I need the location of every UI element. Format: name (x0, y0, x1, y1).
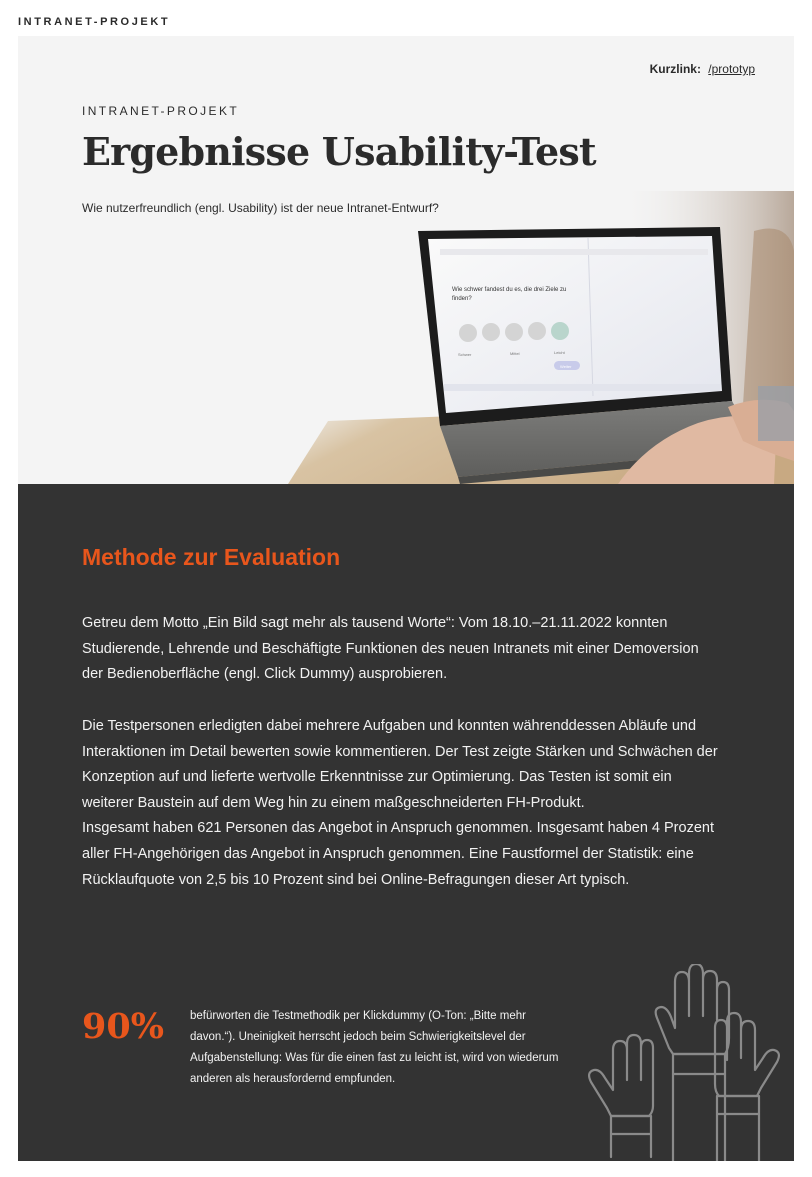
svg-text:Mittel: Mittel (510, 351, 520, 356)
method-section (18, 484, 794, 1161)
svg-text:Weiter: Weiter (560, 364, 572, 369)
svg-text:Leicht: Leicht (554, 350, 565, 355)
site-header-label: INTRANET-PROJEKT (18, 16, 171, 28)
stat-description: befürworten die Testmethodik per Klickdummy (O-Ton: „Bitte mehr davon.“). Uneinigkeit herrscht jedoch beim Schwierigkeitslevel der Aufgabenstellung: Was für die einen fast zu leicht ist, wird von wiederum anderen als herausfordernd empfunden. (190, 1010, 559, 1085)
page-title: Ergebnisse Usability-Test (82, 129, 596, 174)
hero-section (18, 36, 794, 484)
svg-text:Wie schwer fandest du es, die: Wie schwer fandest du es, die drei Ziele zu (452, 287, 567, 293)
stat-value: 90% (82, 1006, 164, 1047)
shortlink (650, 62, 755, 76)
method-paragraph-1: Getreu dem Motto „Ein Bild sagt mehr als tausend Worte“: Vom 18.10.–21.11.2022 konnten Studierende, Lehrende und Beschäftigte Funktionen des neuen Intranets mit einer Demoversion der Bedienoberfläche (engl. Click Dummy) ausprobieren. (82, 615, 699, 683)
method-text-block (82, 714, 722, 893)
method-paragraph-2: Die Testpersonen erledigten dabei mehrere Aufgaben und konnten währenddessen Abläufe und Interaktionen im Detail bewerten sowie kommentieren. Der Test zeigte Stärken und Schwächen der Konzeption auf und lieferte wertvolle Erkenntnisse zur Optimierung. Das Testen ist somit ein weiterer Baustein auf dem Weg hin zu einem maßgeschneiderten FH-Produkt. (82, 718, 718, 811)
raised-hands-icon (583, 964, 794, 1161)
hero-photo-laptop (288, 191, 794, 484)
shortlink-label: Kurzlink: (649, 62, 701, 76)
shortlink-link[interactable]: /prototyp (708, 62, 755, 76)
page-subtitle: Wie nutzerfreundlich (engl. Usability) ist der neue Intranet-Entwurf? (82, 201, 439, 215)
svg-text:finden?: finden? (452, 296, 472, 302)
section-title: Methode zur Evaluation (82, 544, 341, 570)
method-paragraph-3: Insgesamt haben 621 Personen das Angebot in Anspruch genommen. Insgesamt haben 4 Prozent aller FH-Angehörigen das Angebot in Anspruch genommen. Eine Faustformel der Statistik: eine Rücklaufquote von 2,5 bis 10 Prozent sind bei Online-Befragungen dieser Art typisch. (82, 820, 714, 888)
svg-text:Schwer: Schwer (458, 352, 472, 357)
hero-eyebrow: INTRANET-PROJEKT (82, 104, 240, 118)
